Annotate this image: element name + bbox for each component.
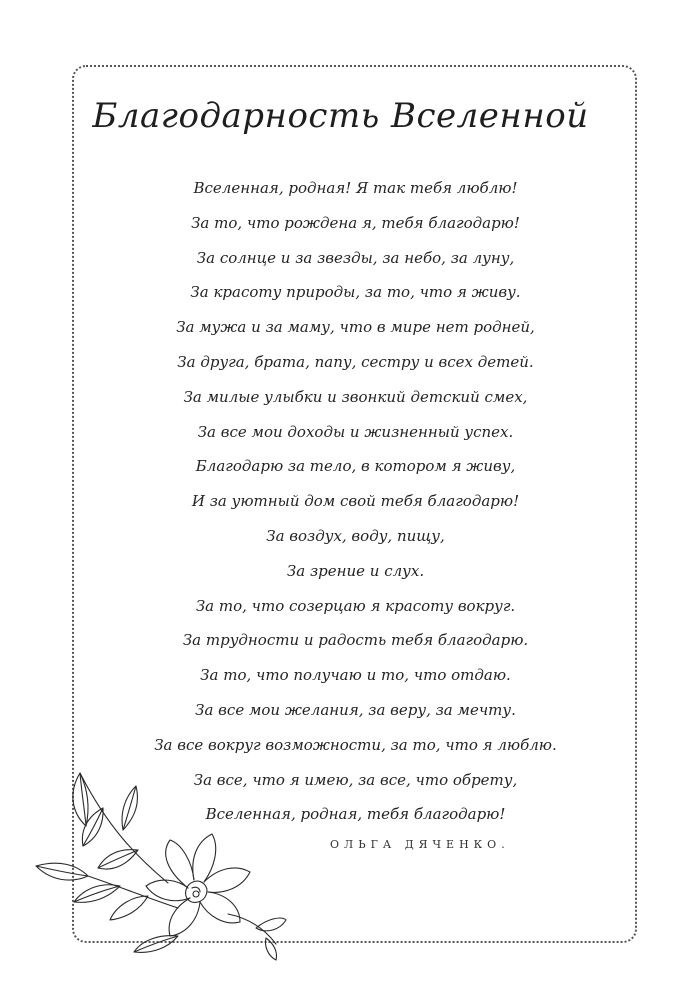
- poem-line: За мужа и за маму, что в мире нет родней,: [176, 318, 535, 337]
- poem-line: За то, что получаю и то, что отдаю.: [200, 666, 511, 685]
- poem-line: И за уютный дом свой тебя благодарю!: [191, 492, 520, 511]
- poem-line: За воздух, воду, пищу,: [266, 526, 445, 545]
- poem-line: За все мои доходы и жизненный успех.: [197, 422, 514, 441]
- poem-line: Благодарю за тело, в котором я живу,: [195, 457, 516, 476]
- poem-line: За солнце и за звезды, за небо, за луну,: [196, 248, 515, 267]
- poem-line: За красоту природы, за то, что я живу.: [190, 283, 521, 302]
- poem-line: За милые улыбки и звонкий детский смех,: [183, 387, 528, 406]
- poem-title: Благодарность Вселенной: [92, 96, 589, 136]
- poem-line: Вселенная, родная! Я так тебя люблю!: [193, 179, 518, 197]
- poem-line: За трудности и радость тебя благодарю.: [182, 631, 529, 650]
- poem-line: За зрение и слух.: [286, 561, 425, 580]
- poem-line: За все мои желания, за веру, за мечту.: [195, 700, 516, 719]
- poem-line: За то, что созерцаю я красоту вокруг.: [195, 596, 516, 615]
- poem-author: ОЛЬГА ДЯЧЕНКО.: [330, 838, 510, 851]
- poem-line: За все, что я имею, за все, что обрету,: [193, 770, 518, 789]
- poem-line: За друга, брата, папу, сестру и всех детей.: [177, 352, 534, 371]
- poem-body: [0, 171, 681, 832]
- poem-line: За то, что рождена я, тебя благодарю!: [191, 213, 520, 232]
- poem-line: Вселенная, родная, тебя благодарю!: [205, 805, 506, 824]
- poem-line: За все вокруг возможности, за то, что я люблю.: [154, 735, 557, 754]
- flower-line-art-icon: [28, 768, 288, 968]
